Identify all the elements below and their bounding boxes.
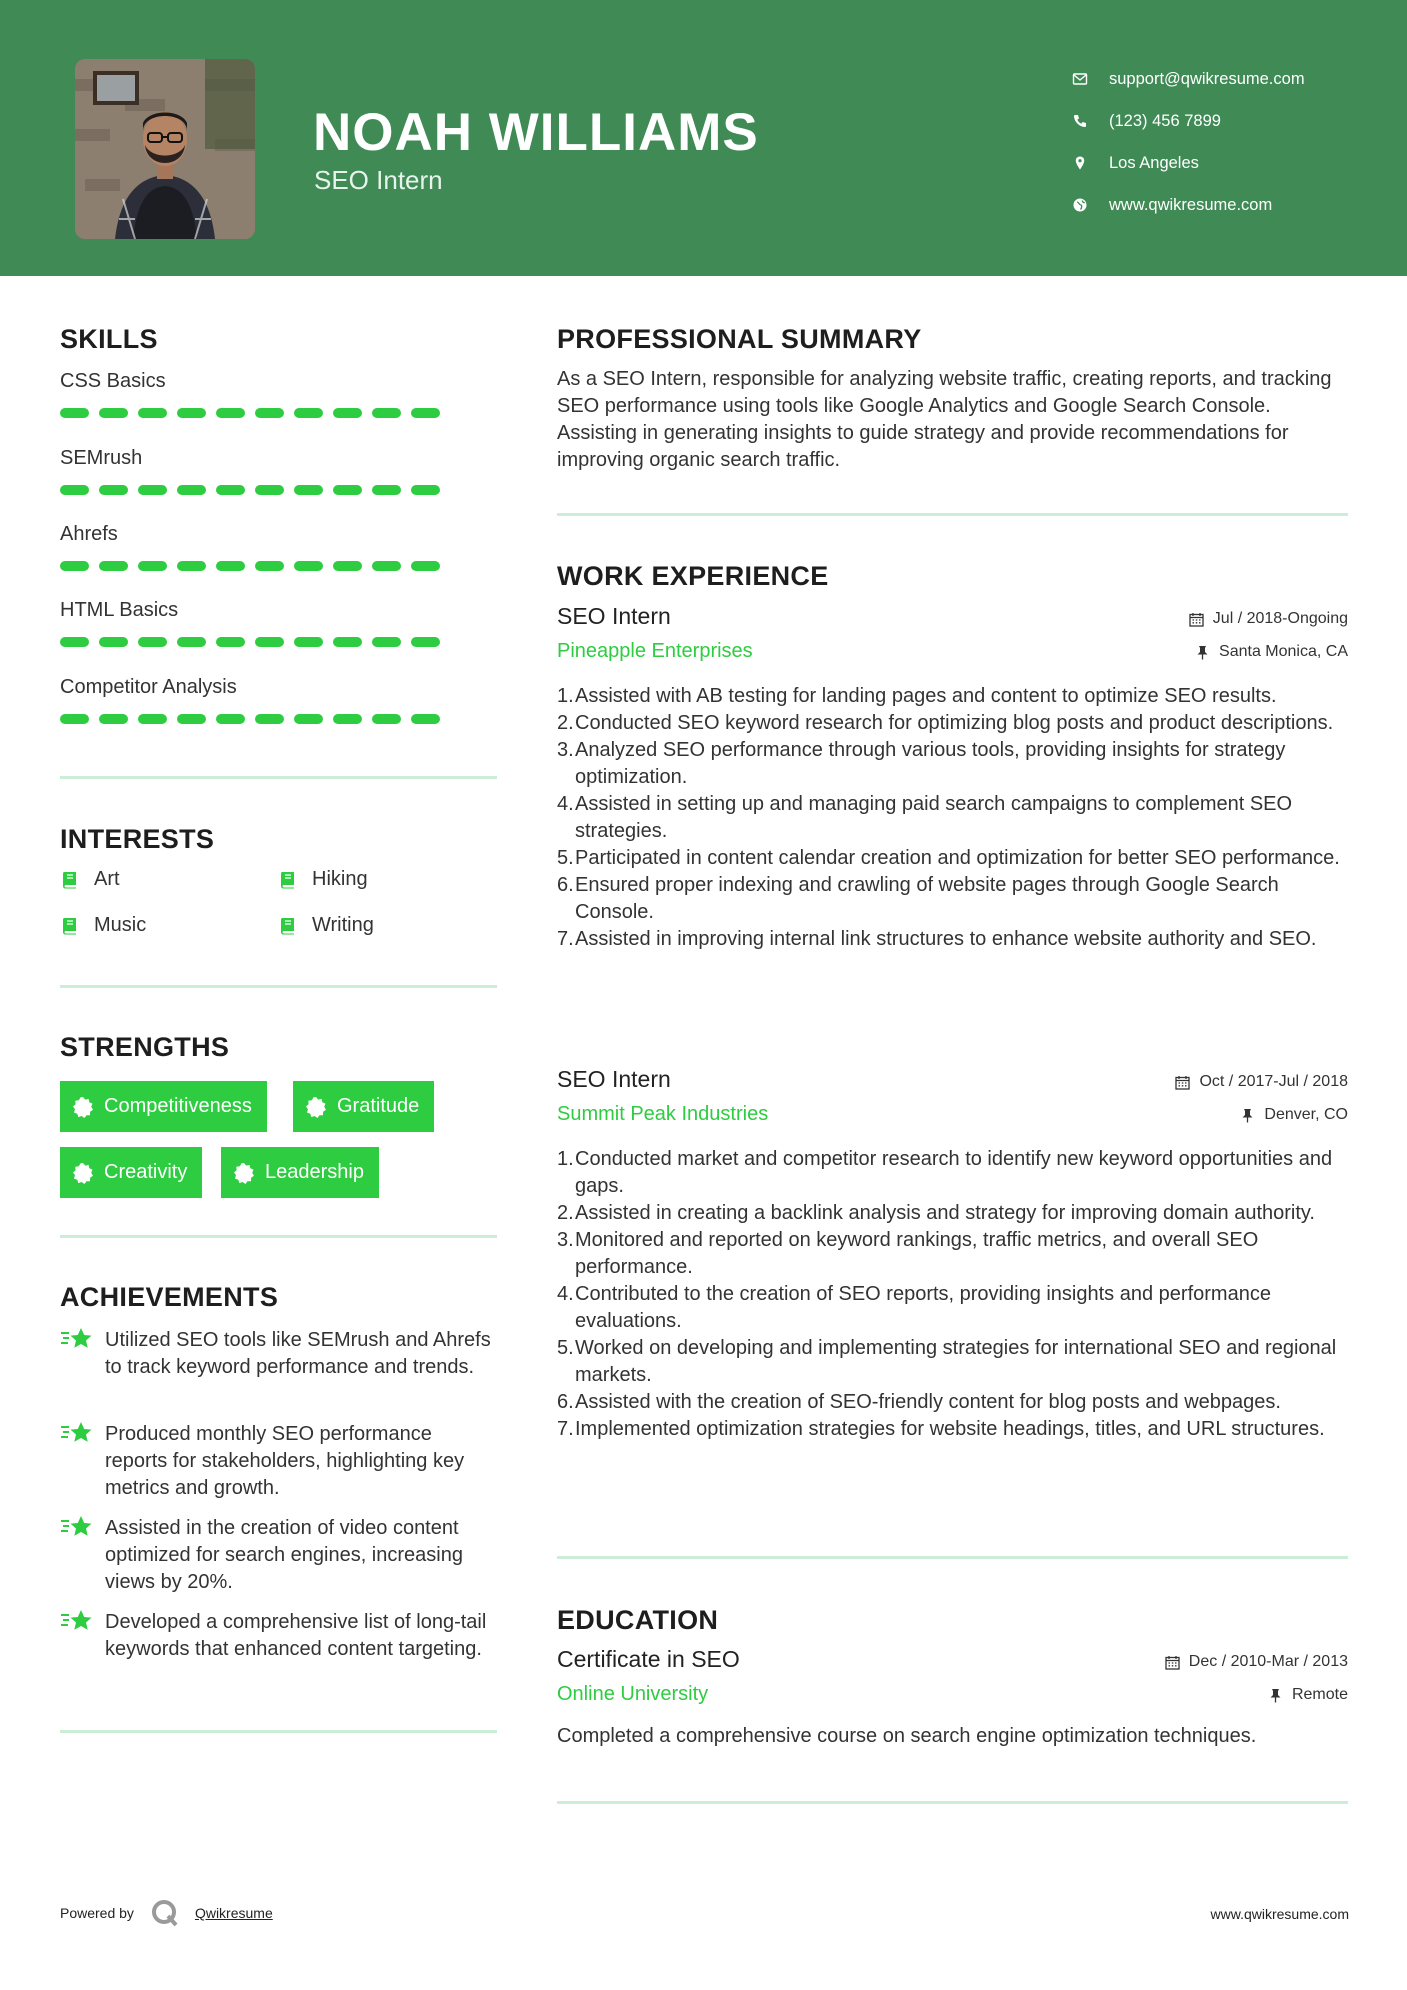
skill-level-dash [138,408,167,418]
job-bullets [557,1146,1348,1443]
contact-location [1072,142,1382,184]
job-bullet: Assisted with AB testing for landing pages and content to optimize SEO results. [575,685,1277,707]
summary-heading: PROFESSIONAL SUMMARY [557,324,922,354]
job-bullet: Participated in content calendar creation and optimization for better SEO performance. [575,847,1340,869]
footer-website[interactable]: www.qwikresume.com [1210,1906,1349,1922]
contact-email[interactable] [1072,58,1382,100]
education-entry [557,1646,1348,1747]
achievement-item [60,1515,497,1596]
skill-level-dash [216,714,245,724]
resume-header [0,0,1407,276]
skill-level-dash [177,561,206,571]
skill-name: CSS Basics [60,370,166,392]
interest-item [60,914,146,937]
skill-level-dash [255,637,284,647]
skill-level-dash [333,408,362,418]
skill-level-dash [177,408,206,418]
skill-level-dash [216,408,245,418]
book-icon [60,870,80,890]
skill-item [60,447,460,470]
skill-level-dash [411,485,440,495]
skill-level-dash [255,714,284,724]
skill-level-dash [411,408,440,418]
job-location [1240,1106,1348,1124]
candidate-title: SEO Intern [314,165,443,195]
profile-photo-image [75,59,255,239]
skill-level-dash [411,637,440,647]
skill-item [60,676,460,699]
skill-level-dash [60,637,89,647]
star-icon [60,1513,94,1541]
education-date [1165,1653,1348,1671]
skill-level-dash [294,485,323,495]
job-role: SEO Intern [557,1066,671,1092]
skill-level-dash [255,485,284,495]
skill-level-dash [216,637,245,647]
skill-level-dash [60,714,89,724]
interest-item [278,914,374,937]
education-location [1268,1686,1348,1704]
book-icon [278,916,298,936]
skill-level-dash [255,408,284,418]
education-school: Online University [557,1683,709,1705]
skill-level-dash [333,485,362,495]
pushpin-icon [1240,1108,1255,1123]
section-divider [60,985,497,988]
job-role: SEO Intern [557,603,671,629]
skill-level-dash [138,561,167,571]
interests-heading: INTERESTS [60,824,215,854]
calendar-icon [1165,1655,1180,1670]
skill-level-bar [60,485,440,495]
skill-level-dash [99,408,128,418]
contact-phone-text: (123) 456 7899 [1109,111,1221,130]
skill-level-bar [60,714,440,724]
strength-label: Competitiveness [104,1095,252,1117]
skill-level-dash [138,714,167,724]
education-description: Completed a comprehensive course on search engine optimization techniques. [557,1725,1257,1747]
globe-icon [1072,197,1109,213]
skill-level-dash [333,637,362,647]
job-date [1189,610,1348,628]
skill-level-dash [99,561,128,571]
job-bullet: Assisted with the creation of SEO-friendly content for blog posts and webpages. [575,1391,1281,1413]
education-date-text: Dec / 2010-Mar / 2013 [1188,1653,1348,1670]
skill-level-dash [99,714,128,724]
achievement-item [60,1609,497,1663]
experience-heading: WORK EXPERIENCE [557,561,829,591]
job-bullet: Implemented optimization strategies for website headings, titles, and URL structures. [575,1418,1325,1440]
pushpin-icon [1195,645,1210,660]
job-bullet: Assisted in creating a backlink analysis and strategy for improving domain authority. [575,1202,1315,1224]
job-date [1175,1073,1348,1091]
section-divider [557,513,1348,516]
star-icon [60,1419,94,1447]
interest-label: Hiking [312,868,368,890]
skill-level-dash [138,637,167,647]
skill-level-dash [372,637,401,647]
strength-tag [221,1147,379,1198]
summary-text: As a SEO Intern, responsible for analyzing website traffic, creating reports, and tracking SEO performance using tools like Google Analytics and Google Search Console. Assisting in generating insights to guide strategy and provide recommendations for improving organic search traffic. [557,368,1332,471]
achievement-text: Produced monthly SEO performance reports for stakeholders, highlighting key metrics and growth. [105,1423,465,1499]
job-date-text: Jul / 2018-Ongoing [1212,610,1348,627]
skill-level-dash [372,561,401,571]
skill-level-dash [60,561,89,571]
pushpin-icon [1268,1688,1283,1703]
skill-level-dash [294,637,323,647]
phone-icon [1072,113,1109,129]
contact-phone[interactable] [1072,100,1382,142]
skill-level-bar [60,561,440,571]
strength-label: Leadership [265,1161,364,1183]
skill-level-dash [177,485,206,495]
interest-label: Art [94,868,120,890]
candidate-name: NOAH WILLIAMS [313,103,759,162]
achievement-item [60,1421,497,1502]
strength-tag [60,1147,202,1198]
strength-label: Gratitude [337,1095,420,1117]
section-divider [60,776,497,779]
contact-location-text: Los Angeles [1109,153,1199,172]
job-bullet: Ensured proper indexing and crawling of website pages through Google Search Console. [575,874,1279,923]
skill-level-bar [60,408,440,418]
profile-photo [75,59,255,239]
section-divider [557,1801,1348,1804]
job-date-text: Oct / 2017-Jul / 2018 [1199,1073,1348,1090]
achievement-text: Assisted in the creation of video content optimized for search engines, increasing views by 20%. [105,1517,463,1593]
strength-label: Creativity [104,1161,188,1183]
job-company: Pineapple Enterprises [557,640,753,662]
job-entry [557,603,1348,950]
job-bullet: Analyzed SEO performance through various tools, providing insights for strategy optimization. [575,739,1286,788]
strengths-heading: STRENGTHS [60,1032,230,1062]
qwikresume-logo-icon [150,1898,180,1928]
footer-powered-by [60,1898,273,1928]
skill-name: SEMrush [60,447,143,469]
book-icon [278,870,298,890]
interest-label: Writing [312,914,374,936]
job-location-text: Santa Monica, CA [1219,643,1348,660]
skill-level-bar [60,637,440,647]
contact-website-text: www.qwikresume.com [1109,195,1273,214]
section-divider [557,1556,1348,1559]
skill-level-dash [216,485,245,495]
strength-tag [60,1081,267,1132]
achievement-text: Utilized SEO tools like SEMrush and Ahrefs to track keyword performance and trends. [105,1329,491,1378]
skill-item [60,523,460,546]
job-bullet: Conducted market and competitor research to identify new keyword opportunities and gaps. [575,1148,1333,1197]
calendar-icon [1189,612,1204,627]
job-bullet: Assisted in setting up and managing paid search campaigns to complement SEO strategies. [575,793,1293,842]
education-degree: Certificate in SEO [557,1646,740,1672]
job-company: Summit Peak Industries [557,1103,769,1125]
job-location [1195,643,1348,661]
skill-level-dash [333,561,362,571]
skill-name: HTML Basics [60,599,179,621]
skill-item [60,370,460,393]
envelope-icon [1072,71,1109,87]
contact-list [1072,58,1382,226]
badge-icon [72,1162,94,1184]
skill-level-dash [60,408,89,418]
skill-level-dash [294,714,323,724]
skill-level-dash [294,408,323,418]
badge-icon [305,1096,327,1118]
interest-label: Music [94,914,147,936]
skill-level-dash [411,561,440,571]
skill-level-dash [255,561,284,571]
badge-icon [233,1162,255,1184]
skill-name: Ahrefs [60,523,118,545]
contact-website[interactable] [1072,184,1382,226]
skill-level-dash [60,485,89,495]
job-bullet: Conducted SEO keyword research for optimizing blog posts and product descriptions. [575,712,1334,734]
strength-tag [293,1081,434,1132]
skill-level-dash [138,485,167,495]
book-icon [60,916,80,936]
education-heading: EDUCATION [557,1605,719,1635]
skill-level-dash [372,485,401,495]
skill-level-dash [99,485,128,495]
skills-heading: SKILLS [60,324,158,354]
skill-level-dash [177,714,206,724]
achievement-item [60,1327,497,1381]
skill-level-dash [372,714,401,724]
education-location-text: Remote [1291,1686,1348,1703]
interest-item [60,868,120,891]
job-bullets [557,683,1348,953]
contact-email-text: support@qwikresume.com [1109,69,1305,88]
job-entry [557,1066,1348,1440]
job-location-text: Denver, CO [1264,1106,1348,1123]
section-divider [60,1235,497,1238]
skill-level-dash [177,637,206,647]
skill-level-dash [216,561,245,571]
star-icon [60,1325,94,1353]
achievement-text: Developed a comprehensive list of long-tail keywords that enhanced content targeting. [105,1611,487,1660]
skill-level-dash [99,637,128,647]
job-bullet: Worked on developing and implementing strategies for international SEO and regional markets. [575,1337,1337,1386]
skill-level-dash [333,714,362,724]
calendar-icon [1175,1075,1190,1090]
job-bullet: Contributed to the creation of SEO reports, providing insights and performance evaluations. [575,1283,1271,1332]
skill-item [60,599,460,622]
job-bullet: Monitored and reported on keyword rankings, traffic metrics, and overall SEO performance. [575,1229,1259,1278]
skill-level-dash [411,714,440,724]
skill-level-dash [294,561,323,571]
achievements-heading: ACHIEVEMENTS [60,1282,279,1312]
star-icon [60,1607,94,1635]
map-pin-icon [1072,155,1109,171]
badge-icon [72,1096,94,1118]
section-divider [60,1730,497,1733]
powered-by-label: Powered by [60,1905,134,1921]
qwikresume-link[interactable]: Qwikresume [194,1905,273,1921]
skill-level-dash [372,408,401,418]
interest-item [278,868,368,891]
job-bullet: Assisted in improving internal link structures to enhance website authority and SEO. [575,928,1317,950]
skill-name: Competitor Analysis [60,676,237,698]
